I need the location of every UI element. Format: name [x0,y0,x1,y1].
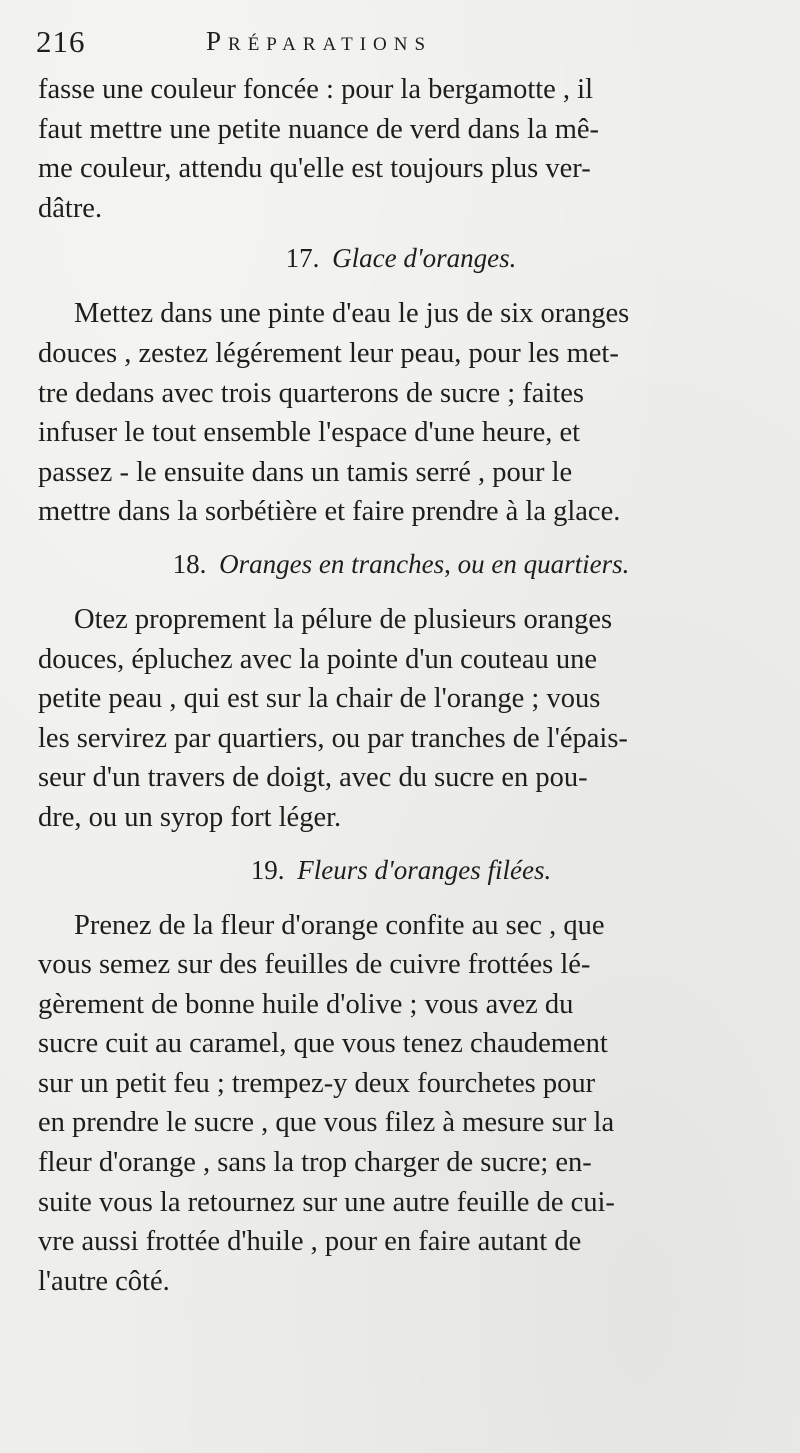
section-heading-19 [38,850,764,890]
text-line: dâtre. [38,192,103,224]
text-line: Mettez dans une pinte d'eau le jus de six oranges [74,298,630,330]
section-title: Fleurs d'oranges filées. [297,854,552,885]
section-body-19 [38,906,764,1302]
text-line: en prendre le sucre , que vous filez à mesure sur la [38,1107,615,1139]
page-number: 216 [36,24,86,59]
section-heading-17 [38,238,764,278]
intro-paragraph [38,70,764,228]
text-line: petite peau , qui est sur la chair de l'orange ; vous [38,683,601,715]
text-line: mettre dans la sorbétière et faire prendre à la glace. [38,496,621,528]
text-line: Prenez de la fleur d'orange confite au sec , que [74,909,605,941]
text-line: fleur d'orange , sans la trop charger de sucre; en- [38,1147,592,1179]
main-text [38,70,764,1301]
page-header [36,18,766,62]
section-number: 18. [172,548,207,579]
text-line: infuser le tout ensemble l'espace d'une heure, et [38,417,581,449]
text-line: Otez proprement la pélure de plusieurs oranges [74,603,613,635]
section-body-17 [38,294,764,532]
text-line: fasse une couleur foncée : pour la bergamotte , il [38,74,594,105]
section-title: Oranges en tranches [219,548,445,579]
section-title: Glace d'oranges. [332,243,517,274]
text-line: douces , zestez légérement leur peau, pour les met- [38,337,619,369]
text-line: dre, ou un syrop fort léger. [38,801,342,833]
section-number: 19. [250,854,285,885]
text-line: sucre cuit au caramel, que vous tenez chaudement [38,1028,608,1060]
running-head: Préparations [206,26,433,56]
section-subtitle: ou en quartiers. [457,548,630,579]
text-line: passez - le ensuite dans un tamis serré , pour le [38,456,573,488]
text-line: gèrement de bonne huile d'olive ; vous avez du [38,988,574,1020]
section-number: 17. [285,243,320,274]
section-title-separator: , [444,548,458,579]
text-line: faut mettre une petite nuance de verd dans la mê- [38,113,600,145]
text-line: me couleur, attendu qu'elle est toujours plus ver- [38,153,591,185]
section-body-18 [38,600,764,838]
section-heading-18 [38,544,764,584]
text-line: vous semez sur des feuilles de cuivre frottées lé- [38,949,591,981]
text-line: les servirez par quartiers, ou par tranches de l'épais- [38,722,628,754]
text-line: l'autre côté. [38,1265,170,1297]
text-line: sur un petit feu ; trempez-y deux fourchetes pour [38,1067,596,1099]
text-line: suite vous la retournez sur une autre feuille de cui- [38,1186,615,1218]
text-line: tre dedans avec trois quarterons de sucre ; faites [38,377,585,409]
text-line: seur d'un travers de doigt, avec du sucre en pou- [38,762,588,794]
text-line: douces, épluchez avec la pointe d'un couteau une [38,643,598,675]
text-line: vre aussi frottée d'huile , pour en faire autant de [38,1226,582,1258]
